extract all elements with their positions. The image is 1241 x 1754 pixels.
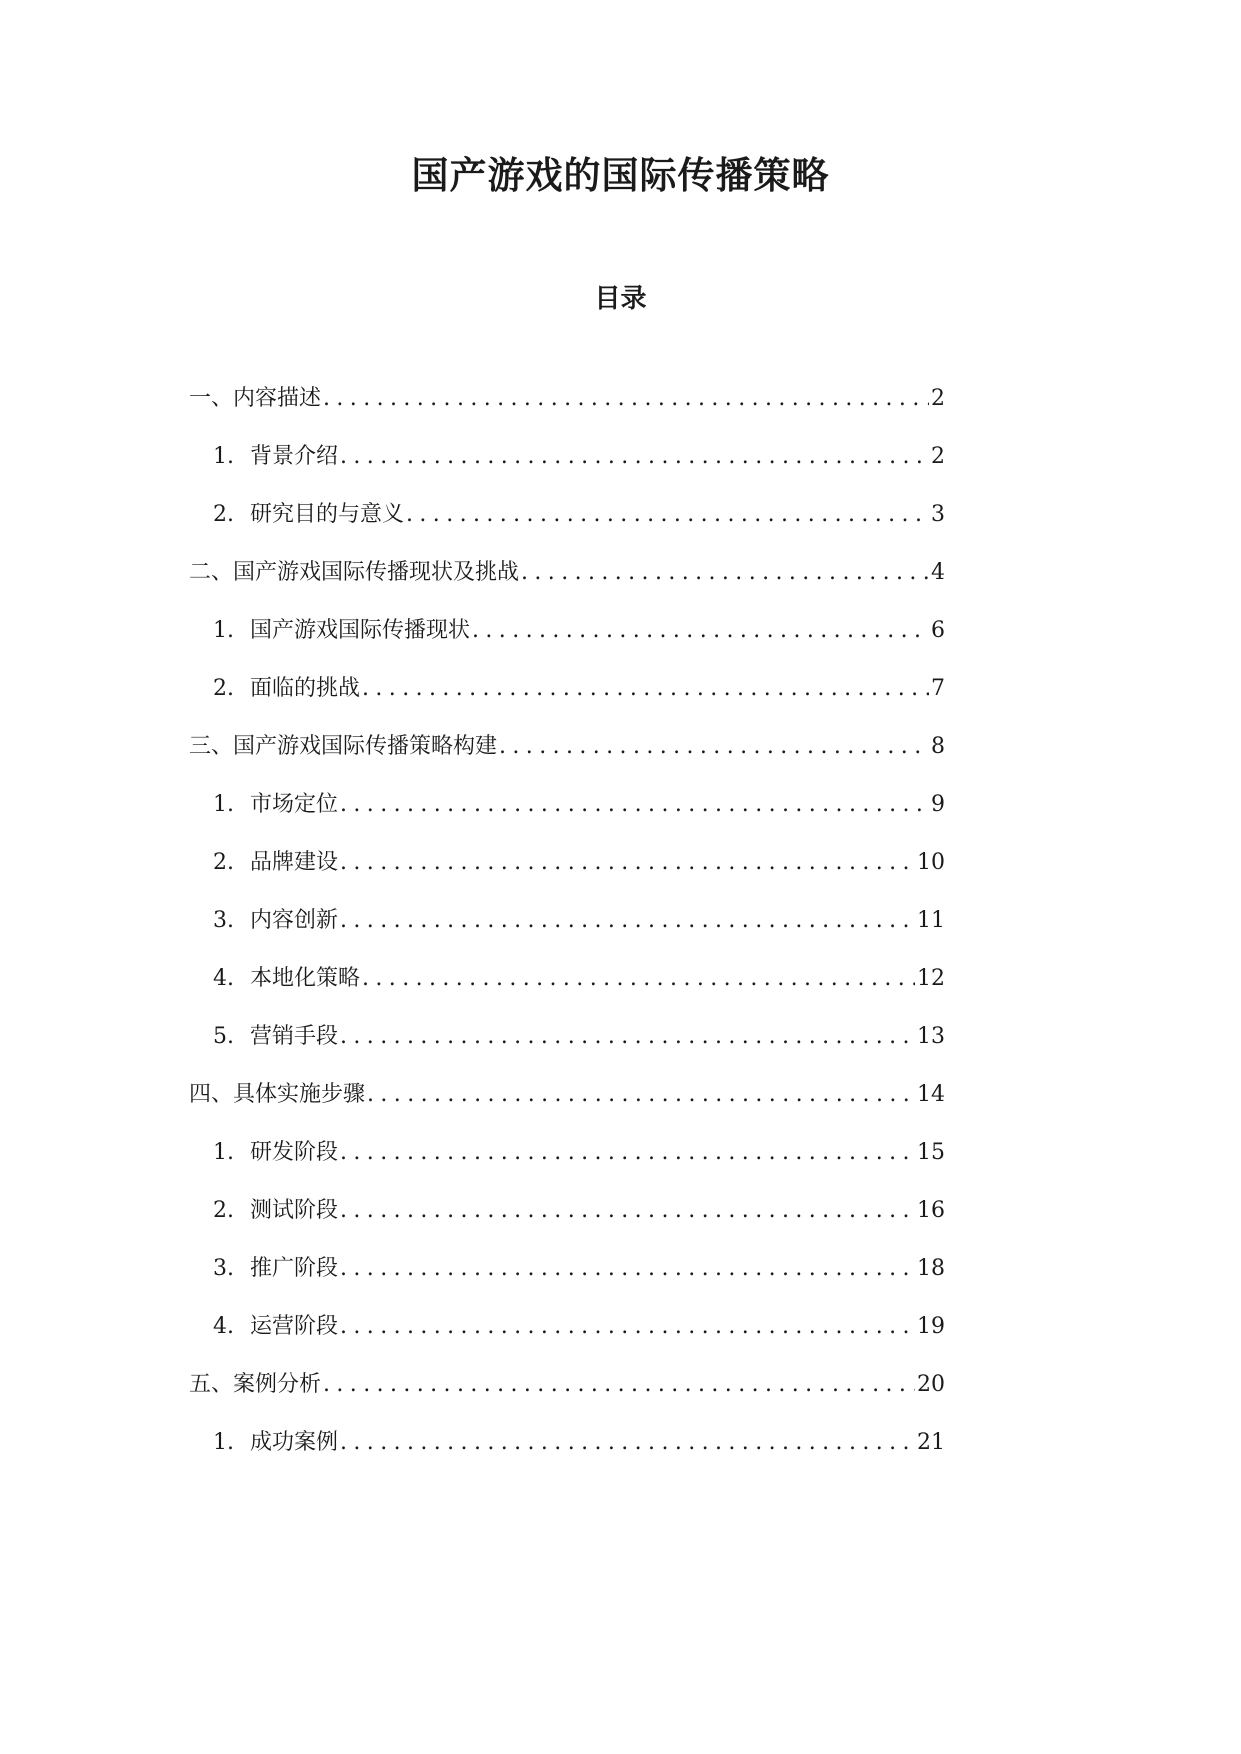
toc-entry-title: 二、国产游戏国际传播现状及挑战: [189, 560, 520, 585]
toc-subsection-entry[interactable]: [213, 1133, 945, 1173]
toc-dot-leader: [340, 1307, 915, 1347]
toc-entry-number: 4.: [213, 966, 234, 991]
toc-subsection-entry[interactable]: [213, 611, 945, 651]
toc-entry-number: 1.: [213, 792, 234, 817]
toc-entry-number: 1.: [213, 444, 234, 469]
toc-entry-title: 一、内容描述: [189, 386, 322, 411]
toc-entry-title: 研发阶段: [250, 1140, 339, 1165]
toc-dot-leader: [362, 669, 929, 709]
toc-entry-title: 推广阶段: [250, 1256, 339, 1281]
toc-entry-number: 4.: [213, 1314, 234, 1339]
toc-dot-leader: [340, 1191, 915, 1231]
toc-dot-leader: [472, 611, 929, 651]
toc-page-number: 9: [931, 792, 945, 817]
toc-page-number: 16: [917, 1198, 945, 1223]
toc-entry-title: 成功案例: [250, 1430, 339, 1455]
toc-subsection-entry[interactable]: [213, 1423, 945, 1463]
toc-heading: 目录: [594, 284, 647, 314]
toc-subsection-entry[interactable]: [213, 669, 945, 709]
toc-page-number: 8: [931, 734, 945, 759]
toc-entry-number: 3.: [213, 1256, 234, 1281]
toc-entry-number: 1.: [213, 618, 234, 643]
toc-page-number: 19: [917, 1314, 945, 1339]
toc-page-number: 13: [917, 1024, 945, 1049]
toc-subsection-entry[interactable]: [213, 1191, 945, 1231]
toc-page-number: 7: [931, 676, 945, 701]
toc-dot-leader: [499, 727, 929, 767]
document-title: 国产游戏的国际传播策略: [411, 153, 830, 197]
toc-section-entry[interactable]: [189, 1365, 945, 1405]
toc-entry-number: 1.: [213, 1140, 234, 1165]
toc-page-number: 2: [931, 444, 945, 469]
toc-entry-number: 2.: [213, 676, 234, 701]
toc-page-number: 6: [931, 618, 945, 643]
toc-section-entry[interactable]: [189, 1075, 945, 1115]
toc-dot-leader: [340, 785, 929, 825]
toc-entry-number: 2.: [213, 850, 234, 875]
toc-page-number: 20: [917, 1372, 945, 1397]
toc-entry-title: 五、案例分析: [189, 1372, 322, 1397]
toc-dot-leader: [340, 901, 915, 941]
toc-dot-leader: [340, 1249, 915, 1289]
toc-entry-number: 5.: [213, 1024, 234, 1049]
toc-page-number: 14: [917, 1082, 945, 1107]
toc-entry-title: 内容创新: [250, 908, 339, 933]
toc-entry-title: 研究目的与意义: [250, 502, 405, 527]
toc-entry-number: 1.: [213, 1430, 234, 1455]
toc-entry-title: 国产游戏国际传播现状: [250, 618, 471, 643]
toc-dot-leader: [521, 553, 929, 593]
toc-section-entry[interactable]: [189, 727, 945, 767]
toc-entry-title: 市场定位: [250, 792, 339, 817]
toc-entry-title: 三、国产游戏国际传播策略构建: [189, 734, 498, 759]
toc-entry-title: 运营阶段: [250, 1314, 339, 1339]
toc-page-number: 12: [917, 966, 945, 991]
toc-section-entry[interactable]: [189, 553, 945, 593]
toc-subsection-entry[interactable]: [213, 785, 945, 825]
toc-page-number: 2: [931, 386, 945, 411]
toc-dot-leader: [340, 1017, 915, 1057]
toc-entry-title: 本地化策略: [250, 966, 361, 991]
toc-entry-title: 品牌建设: [250, 850, 339, 875]
toc-entry-title: 四、具体实施步骤: [189, 1082, 366, 1107]
toc-dot-leader: [362, 959, 915, 999]
toc-entry-title: 营销手段: [250, 1024, 339, 1049]
toc-entry-title: 背景介绍: [250, 444, 339, 469]
toc-subsection-entry[interactable]: [213, 1249, 945, 1289]
toc-page-number: 3: [931, 502, 945, 527]
toc-page-number: 11: [917, 908, 945, 933]
toc-subsection-entry[interactable]: [213, 959, 945, 999]
toc-subsection-entry[interactable]: [213, 1017, 945, 1057]
toc-entry-title: 测试阶段: [250, 1198, 339, 1223]
toc-dot-leader: [367, 1075, 915, 1115]
toc-page-number: 4: [931, 560, 945, 585]
toc-dot-leader: [340, 437, 929, 477]
toc-dot-leader: [340, 843, 915, 883]
toc-subsection-entry[interactable]: [213, 1307, 945, 1347]
toc-dot-leader: [406, 495, 929, 535]
toc-dot-leader: [323, 1365, 915, 1405]
toc-entry-number: 2.: [213, 1198, 234, 1223]
toc-subsection-entry[interactable]: [213, 843, 945, 883]
toc-subsection-entry[interactable]: [213, 495, 945, 535]
toc-subsection-entry[interactable]: [213, 437, 945, 477]
toc-page-number: 18: [917, 1256, 945, 1281]
toc-dot-leader: [323, 379, 929, 419]
toc-dot-leader: [340, 1133, 915, 1173]
toc-section-entry[interactable]: [189, 379, 945, 419]
toc-page-number: 10: [917, 850, 945, 875]
toc-subsection-entry[interactable]: [213, 901, 945, 941]
toc-page-number: 15: [917, 1140, 945, 1165]
toc-entry-number: 2.: [213, 502, 234, 527]
toc-entry-number: 3.: [213, 908, 234, 933]
toc-entry-title: 面临的挑战: [250, 676, 361, 701]
toc-page-number: 21: [917, 1430, 945, 1455]
toc-dot-leader: [340, 1423, 915, 1463]
